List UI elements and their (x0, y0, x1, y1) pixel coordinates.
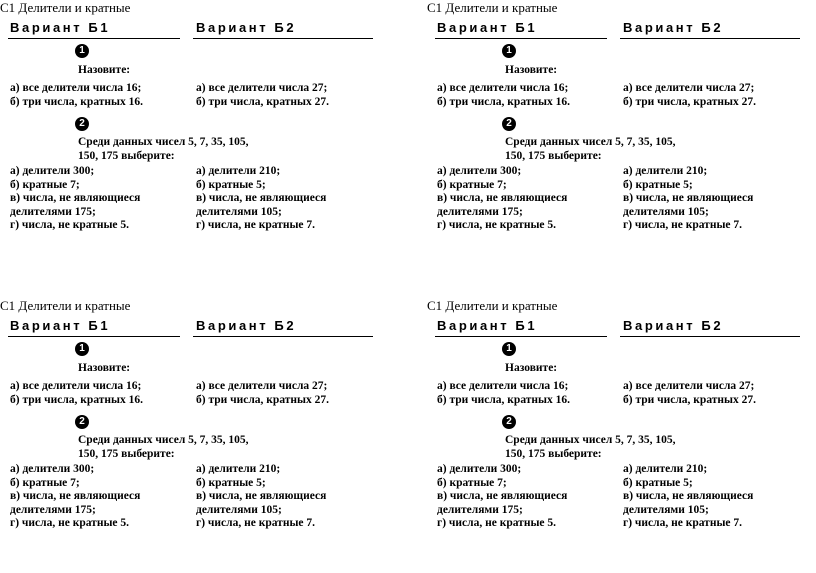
task-2-instruction (505, 135, 676, 163)
task-2-marker: 2 (502, 415, 516, 429)
task-item: б) кратные 7; (10, 178, 80, 191)
sheet-title: С1 Делители и кратные (427, 298, 558, 313)
task-item: а) все делители числа 16; (437, 82, 569, 94)
task-2-b2-items (623, 463, 753, 531)
task-item: а) все делители числа 16; (10, 82, 142, 94)
task-2-marker: 2 (502, 117, 516, 131)
task-item: а) делители 300; (437, 463, 522, 475)
task-2-b2-items (623, 165, 753, 233)
variant-b2-header: Вариант Б2 (196, 318, 297, 333)
task-1-b2-items (623, 380, 756, 407)
task-item: а) делители 210; (623, 165, 708, 177)
task-item: г) числа, не кратные 5. (437, 219, 557, 231)
task-item: а) все делители числа 16; (437, 380, 569, 392)
header-rule (435, 336, 607, 337)
sheet-title: С1 Делители и кратные (427, 0, 558, 15)
worksheet-card-bottom-right (427, 298, 816, 573)
task-item: а) делители 300; (10, 165, 95, 177)
task-item: б) три числа, кратных 27. (623, 393, 757, 406)
task-item: а) все делители числа 27; (623, 82, 755, 94)
task-1-marker: 1 (75, 44, 89, 58)
task-item: делителями 175; (437, 205, 523, 218)
task-item: делителями 175; (10, 205, 96, 218)
task-item: г) числа, не кратные 7. (623, 517, 743, 529)
task-1-instruction: Назовите: (505, 64, 558, 76)
task-item: а) все делители числа 27; (623, 380, 755, 392)
task-1-b1-items (437, 380, 570, 407)
instruction-line: 150, 175 выберите: (505, 150, 602, 162)
header-rule (435, 38, 607, 39)
task-item: г) числа, не кратные 5. (10, 517, 130, 529)
task-item: б) три числа, кратных 27. (196, 393, 330, 406)
task-item: б) три числа, кратных 27. (623, 95, 757, 108)
header-rule (8, 336, 180, 337)
task-item: а) делители 210; (623, 463, 708, 475)
task-1-b1-items (437, 82, 570, 109)
task-item: в) числа, не являющиеся (437, 490, 568, 502)
task-1-b2-items (196, 380, 329, 407)
task-1-b2-items (623, 82, 756, 109)
task-item: делителями 105; (196, 503, 282, 516)
task-item: а) все делители числа 27; (196, 82, 328, 94)
task-item: б) кратные 5; (623, 178, 693, 191)
task-item: б) три числа, кратных 16. (10, 95, 144, 108)
header-rule (620, 38, 800, 39)
task-item: делителями 175; (437, 503, 523, 516)
task-1-instruction: Назовите: (78, 362, 131, 374)
task-1-marker: 1 (75, 342, 89, 356)
task-2-b1-items (10, 165, 140, 233)
task-2-instruction (78, 135, 249, 163)
task-item: в) числа, не являющиеся (623, 490, 754, 502)
task-item: в) числа, не являющиеся (437, 192, 568, 204)
task-item: в) числа, не являющиеся (10, 490, 141, 502)
instruction-line: Среди данных чисел 5, 7, 35, 105, (78, 136, 249, 148)
task-item: б) кратные 7; (10, 476, 80, 489)
sheet-title: С1 Делители и кратные (0, 0, 131, 15)
header-rule (193, 38, 373, 39)
task-2-b2-items (196, 165, 326, 233)
instruction-line: Среди данных чисел 5, 7, 35, 105, (78, 434, 249, 446)
instruction-line: Среди данных чисел 5, 7, 35, 105, (505, 136, 676, 148)
header-rule (620, 336, 800, 337)
task-item: б) кратные 5; (196, 476, 266, 489)
instruction-line: Среди данных чисел 5, 7, 35, 105, (505, 434, 676, 446)
task-2-marker: 2 (75, 415, 89, 429)
instruction-line: 150, 175 выберите: (78, 448, 175, 460)
worksheet-card-bottom-left (0, 298, 400, 573)
task-item: б) кратные 7; (437, 476, 507, 489)
task-item: а) все делители числа 27; (196, 380, 328, 392)
task-item: делителями 105; (623, 205, 709, 218)
task-item: б) кратные 5; (623, 476, 693, 489)
task-item: б) кратные 5; (196, 178, 266, 191)
task-item: в) числа, не являющиеся (196, 192, 327, 204)
header-rule (193, 336, 373, 337)
task-item: б) три числа, кратных 16. (437, 95, 571, 108)
task-item: а) делители 210; (196, 463, 281, 475)
task-item: г) числа, не кратные 5. (10, 219, 130, 231)
task-item: делителями 105; (623, 503, 709, 516)
task-item: г) числа, не кратные 7. (196, 517, 316, 529)
task-1-instruction: Назовите: (505, 362, 558, 374)
task-1-b1-items (10, 380, 143, 407)
task-1-instruction: Назовите: (78, 64, 131, 76)
task-item: б) кратные 7; (437, 178, 507, 191)
task-1-b2-items (196, 82, 329, 109)
task-item: б) три числа, кратных 16. (437, 393, 571, 406)
task-item: делителями 105; (196, 205, 282, 218)
task-2-marker: 2 (75, 117, 89, 131)
task-2-b1-items (437, 165, 567, 233)
task-item: а) делители 300; (10, 463, 95, 475)
variant-b1-header: Вариант Б1 (10, 20, 111, 35)
variant-b1-header: Вариант Б1 (10, 318, 111, 333)
sheet-title: С1 Делители и кратные (0, 298, 131, 313)
task-1-b1-items (10, 82, 143, 109)
task-item: в) числа, не являющиеся (623, 192, 754, 204)
task-2-b2-items (196, 463, 326, 531)
task-item: г) числа, не кратные 7. (623, 219, 743, 231)
variant-b1-header: Вариант Б1 (437, 20, 538, 35)
instruction-line: 150, 175 выберите: (78, 150, 175, 162)
variant-b2-header: Вариант Б2 (623, 20, 724, 35)
task-item: а) делители 210; (196, 165, 281, 177)
task-item: в) числа, не являющиеся (196, 490, 327, 502)
variant-b2-header: Вариант Б2 (623, 318, 724, 333)
task-item: делителями 175; (10, 503, 96, 516)
task-2-b1-items (10, 463, 140, 531)
variant-b2-header: Вариант Б2 (196, 20, 297, 35)
task-2-instruction (505, 433, 676, 461)
task-2-b1-items (437, 463, 567, 531)
header-rule (8, 38, 180, 39)
instruction-line: 150, 175 выберите: (505, 448, 602, 460)
task-item: в) числа, не являющиеся (10, 192, 141, 204)
task-item: а) делители 300; (437, 165, 522, 177)
task-item: г) числа, не кратные 7. (196, 219, 316, 231)
variant-b1-header: Вариант Б1 (437, 318, 538, 333)
task-1-marker: 1 (502, 342, 516, 356)
task-item: г) числа, не кратные 5. (437, 517, 557, 529)
worksheet-card-top-left (0, 0, 400, 275)
task-item: а) все делители числа 16; (10, 380, 142, 392)
task-2-instruction (78, 433, 249, 461)
task-item: б) три числа, кратных 16. (10, 393, 144, 406)
task-1-marker: 1 (502, 44, 516, 58)
worksheet-card-top-right (427, 0, 816, 275)
task-item: б) три числа, кратных 27. (196, 95, 330, 108)
